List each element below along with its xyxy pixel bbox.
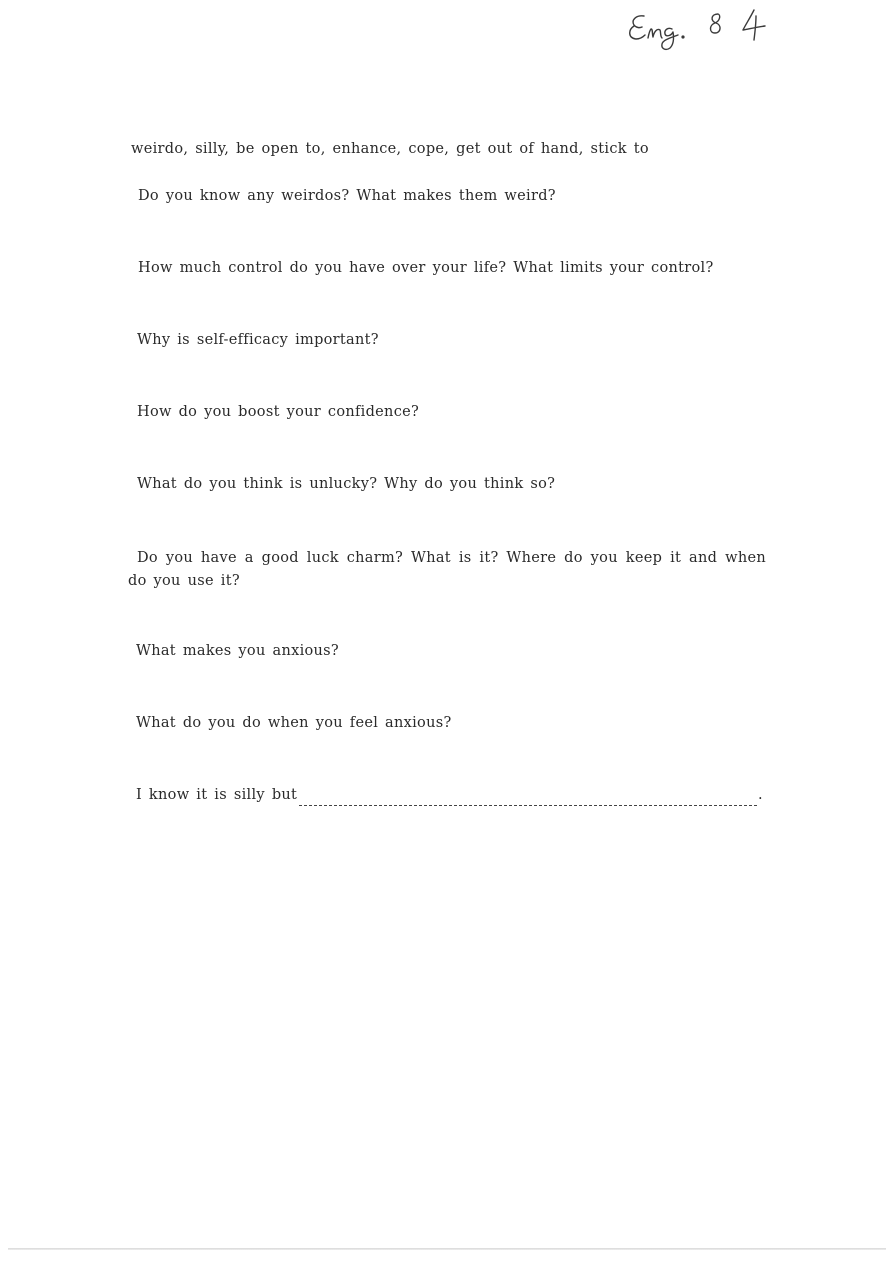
question-5: What do you think is unlucky? Why do you think so? — [137, 476, 556, 492]
handwritten-note — [622, 2, 782, 62]
sentence-prompt-end: . — [758, 787, 763, 803]
question-1: Do you know any weirdos? What makes them weird? — [138, 188, 556, 204]
vocabulary-list: weirdo, silly, be open to, enhance, cope, get out of hand, stick to — [131, 141, 649, 157]
question-7: What makes you anxious? — [136, 643, 339, 659]
sentence-prompt-lead: I know it is silly but — [136, 787, 298, 803]
question-6: Do you have a good luck charm? What is it? Where do you keep it and when do you use it? — [128, 550, 766, 589]
question-2: How much control do you have over your life? What limits your control? — [138, 260, 714, 276]
question-4: How do you boost your confidence? — [137, 404, 420, 420]
question-8: What do you do when you feel anxious? — [136, 715, 452, 731]
scan-bottom-edge — [8, 1248, 886, 1250]
fill-in-blank-line — [299, 795, 757, 806]
handwritten-eng-84-signature — [622, 2, 782, 62]
question-3: Why is self-efficacy important? — [137, 332, 379, 348]
